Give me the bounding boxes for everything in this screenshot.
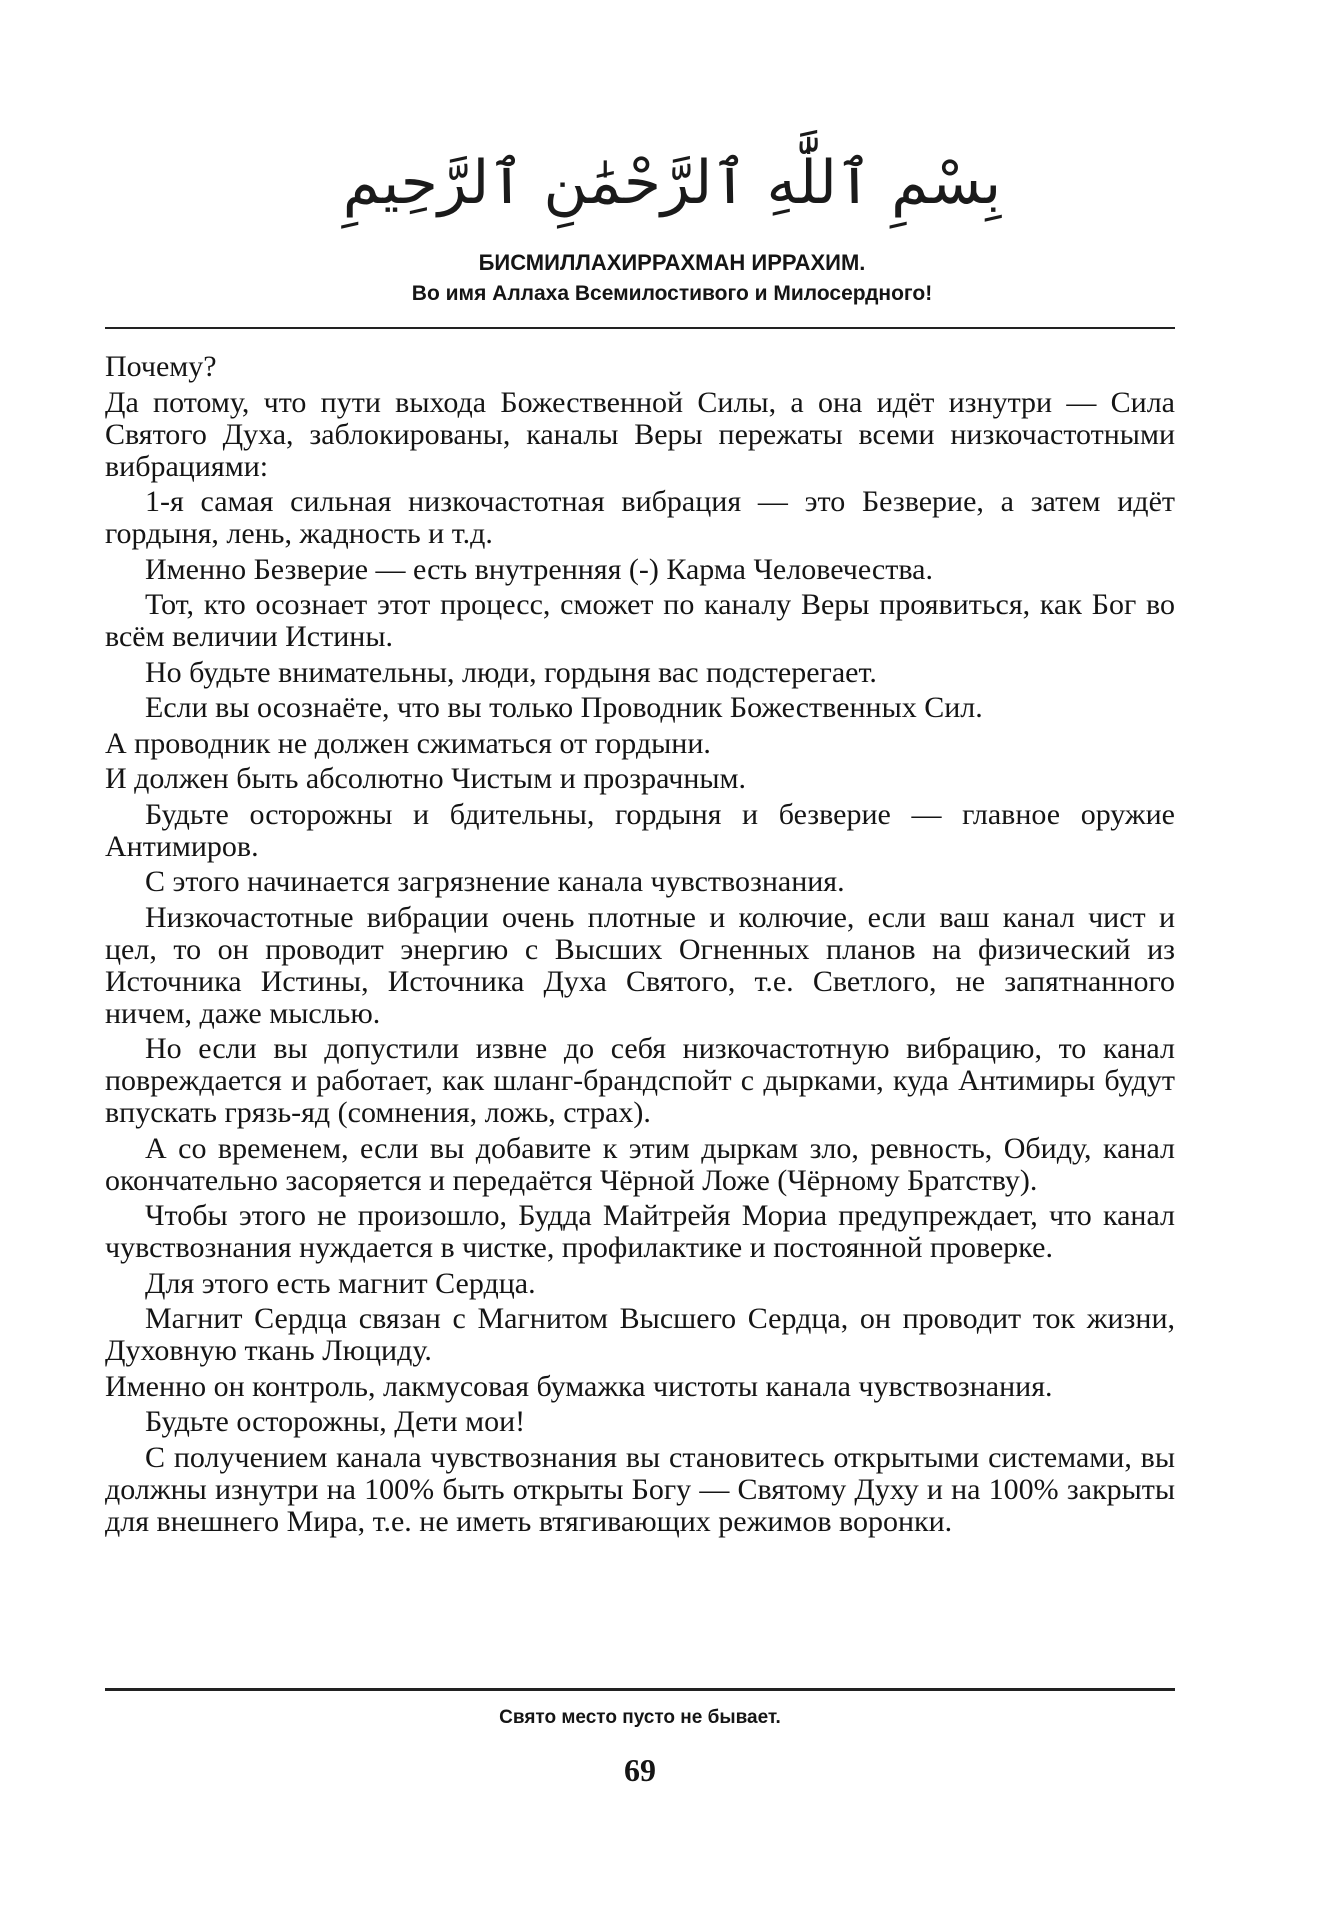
paragraph: Магнит Сердца связан с Магнитом Высшего Сердца, он проводит ток жизни, Духовную ткань Люциду.	[105, 1302, 1175, 1367]
paragraph: Тот, кто осознает этот процесс, сможет по каналу Веры проявиться, как Бог во всём величии Истины.	[105, 588, 1175, 653]
paragraph: Чтобы этого не произошло, Будда Майтрейя Мориа предупреждает, что канал чувствознания нуждается в чистке, профилактике и постоянной проверке.	[105, 1199, 1175, 1264]
paragraph: Именно он контроль, лакмусовая бумажка чистоты канала чувствознания.	[105, 1369, 1053, 1403]
paragraph: Будьте осторожны, Дети мои!	[145, 1405, 526, 1438]
paragraph: Именно Безверие — есть внутренняя (-) Карма Человечества.	[145, 552, 933, 586]
paragraph: Если вы осознаёте, что вы только Проводник Божественных Сил.	[145, 691, 983, 724]
header-divider	[105, 327, 1175, 329]
page-body	[105, 351, 1175, 1541]
footer-quote: Свято место пусто не бывает.	[499, 1707, 781, 1728]
paragraph: А со временем, если вы добавите к этим дыркам зло, ревность, Обиду, канал окончательно засоряется и передаётся Чёрной Ложе (Чёрному Братству).	[105, 1131, 1175, 1197]
footer-divider	[105, 1688, 1175, 1691]
paragraph: 1-я самая сильная низкочастотная вибрация — это Безверие, а затем идёт гордыня, лень, жадность и т.д.	[105, 485, 1175, 550]
paragraph: Для этого есть магнит Сердца.	[145, 1266, 536, 1300]
paragraph: Почему?	[105, 350, 217, 383]
paragraph: И должен быть абсолютно Чистым и прозрачным.	[105, 762, 747, 795]
page-number: 69	[624, 1752, 656, 1788]
paragraph: Будьте осторожны и бдительны, гордыня и безверие — главное оружие Антимиров.	[105, 797, 1175, 863]
paragraph: С этого начинается загрязнение канала чувствознания.	[145, 865, 845, 898]
paragraph: А проводник не должен сжиматься от гордыни.	[105, 726, 711, 760]
paragraph: Да потому, что пути выхода Божественной Силы, а она идёт изнутри — Сила Святого Духа, заблокированы, каналы Веры пережаты всеми низкочастотными вибрациями:	[105, 385, 1175, 483]
paragraph: С получением канала чувствознания вы становитесь открытыми системами, вы должны изнутри на 100% быть открыты Богу — Святому Духу и на 100% закрыты для внешнего Мира, т.е. не иметь втягивающих режимов воронки.	[105, 1440, 1175, 1538]
paragraph: Но будьте внимательны, люди, гордыня вас подстерегает.	[145, 655, 877, 689]
basmala-translation: Во имя Аллаха Всемилостивого и Милосердного!	[411, 282, 933, 305]
paragraph: Низкочастотные вибрации очень плотные и колючие, если ваш канал чист и цел, то он проводит энергию с Высших Огненных планов на физический из Источника Истины, Источника Духа Святого, т.е. Светлого, не запятнанного ничем, даже мыслью.	[105, 900, 1175, 1030]
basmala-heading: БИСМИЛЛАХИРРАХМАН ИРРАХИМ.	[478, 250, 866, 275]
paragraph: Но если вы допустили извне до себя низкочастотную вибрацию, то канал повреждается и работает, как шланг-брандспойт с дырками, куда Антимиры будут впускать грязь-яд (сомнения, ложь, страх).	[105, 1032, 1175, 1129]
arabic-calligraphy: بِسْمِ ٱللَّٰهِ ٱلرَّحْمَٰنِ ٱلرَّحِيمِ	[342, 148, 1002, 218]
